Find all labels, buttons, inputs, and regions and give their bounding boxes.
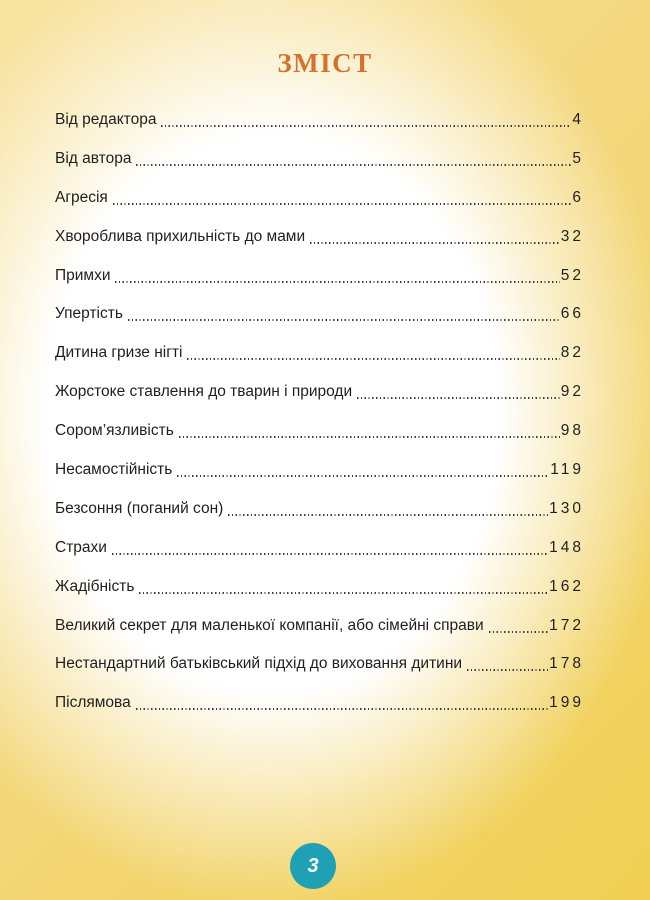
toc-entry <box>55 654 584 674</box>
toc-entry-page: 4 <box>572 111 584 128</box>
leader-dots <box>179 436 560 438</box>
leader-dots <box>357 397 560 399</box>
leader-dots <box>113 203 572 205</box>
toc-entry <box>55 227 584 247</box>
toc-entry-label: Жадібність <box>55 577 135 595</box>
toc-entry-label: Нестандартний батьківський підхід до виховання дитини <box>55 655 463 673</box>
toc-entry-label: Сором’язливість <box>55 422 174 440</box>
toc-entry-page: 82 <box>560 344 584 362</box>
leader-dots <box>177 475 549 477</box>
toc-entry-label: Несамостійність <box>55 461 173 479</box>
toc-entry-page: 6 <box>572 188 584 206</box>
toc-entry-page: 52 <box>560 266 584 284</box>
page-number: 3 <box>307 854 319 877</box>
toc-entry-page: 5 <box>572 149 584 167</box>
toc-entry-page: 98 <box>560 422 584 440</box>
leader-dots <box>187 358 559 360</box>
toc-entry-page: 178 <box>549 655 584 673</box>
toc-entry-page: 172 <box>549 616 584 634</box>
leader-dots <box>136 708 548 710</box>
toc-entry-page: 32 <box>560 227 584 245</box>
toc-entry <box>55 616 584 636</box>
page-title: ЗМІСТ <box>277 48 373 78</box>
toc-entry-label: Дитина гризе нігті <box>55 344 183 362</box>
toc-entry <box>55 577 584 597</box>
toc-entry-label: Жорстоке ставлення до тварин і природи <box>55 383 353 401</box>
toc-entry-page: 162 <box>549 577 584 595</box>
toc-entry <box>55 693 584 713</box>
toc-entry-page: 92 <box>560 383 584 401</box>
toc-entry <box>55 266 584 286</box>
toc-entry-label: Примхи <box>55 266 111 284</box>
leader-dots <box>489 631 548 633</box>
toc-entry <box>55 304 584 324</box>
leader-dots <box>228 514 548 516</box>
toc-entry-label: Післямова <box>55 694 131 712</box>
toc-entry-label: Великий секрет для маленької компанії, або сімейні справи <box>55 616 484 634</box>
leader-dots <box>128 319 560 321</box>
leader-dots <box>136 164 571 166</box>
toc-entry <box>55 460 584 480</box>
leader-dots <box>467 669 548 671</box>
toc-entry <box>55 188 584 208</box>
toc-entry-page: 148 <box>549 538 584 556</box>
toc-entry-label: Від автора <box>55 149 132 167</box>
toc-entry-label: Упертість <box>55 305 123 323</box>
leader-dots <box>310 242 560 244</box>
leader-dots <box>115 281 559 283</box>
toc-list <box>55 110 584 732</box>
toc-entry <box>55 149 584 169</box>
toc-entry-label: Страхи <box>55 538 107 556</box>
toc-entry <box>55 499 584 519</box>
toc-entry-page: 119 <box>550 461 584 479</box>
toc-entry-label: Агресія <box>55 188 108 206</box>
toc-entry <box>55 538 584 558</box>
toc-entry-label: Безсоння (поганий сон) <box>55 499 224 517</box>
leader-dots <box>139 592 548 594</box>
toc-entry-page: 199 <box>549 694 584 712</box>
toc-entry-page: 130 <box>549 499 584 517</box>
toc-entry <box>55 421 584 441</box>
toc-entry <box>55 343 584 363</box>
toc-entry-label: Від редактора <box>55 111 157 128</box>
toc-entry-page: 66 <box>560 305 584 323</box>
page-number-badge <box>290 843 336 889</box>
toc-entry-label: Хвороблива прихильність до мами <box>55 227 306 245</box>
toc-entry <box>55 382 584 402</box>
toc-entry <box>55 110 584 130</box>
leader-dots <box>161 125 571 127</box>
leader-dots <box>112 553 548 555</box>
